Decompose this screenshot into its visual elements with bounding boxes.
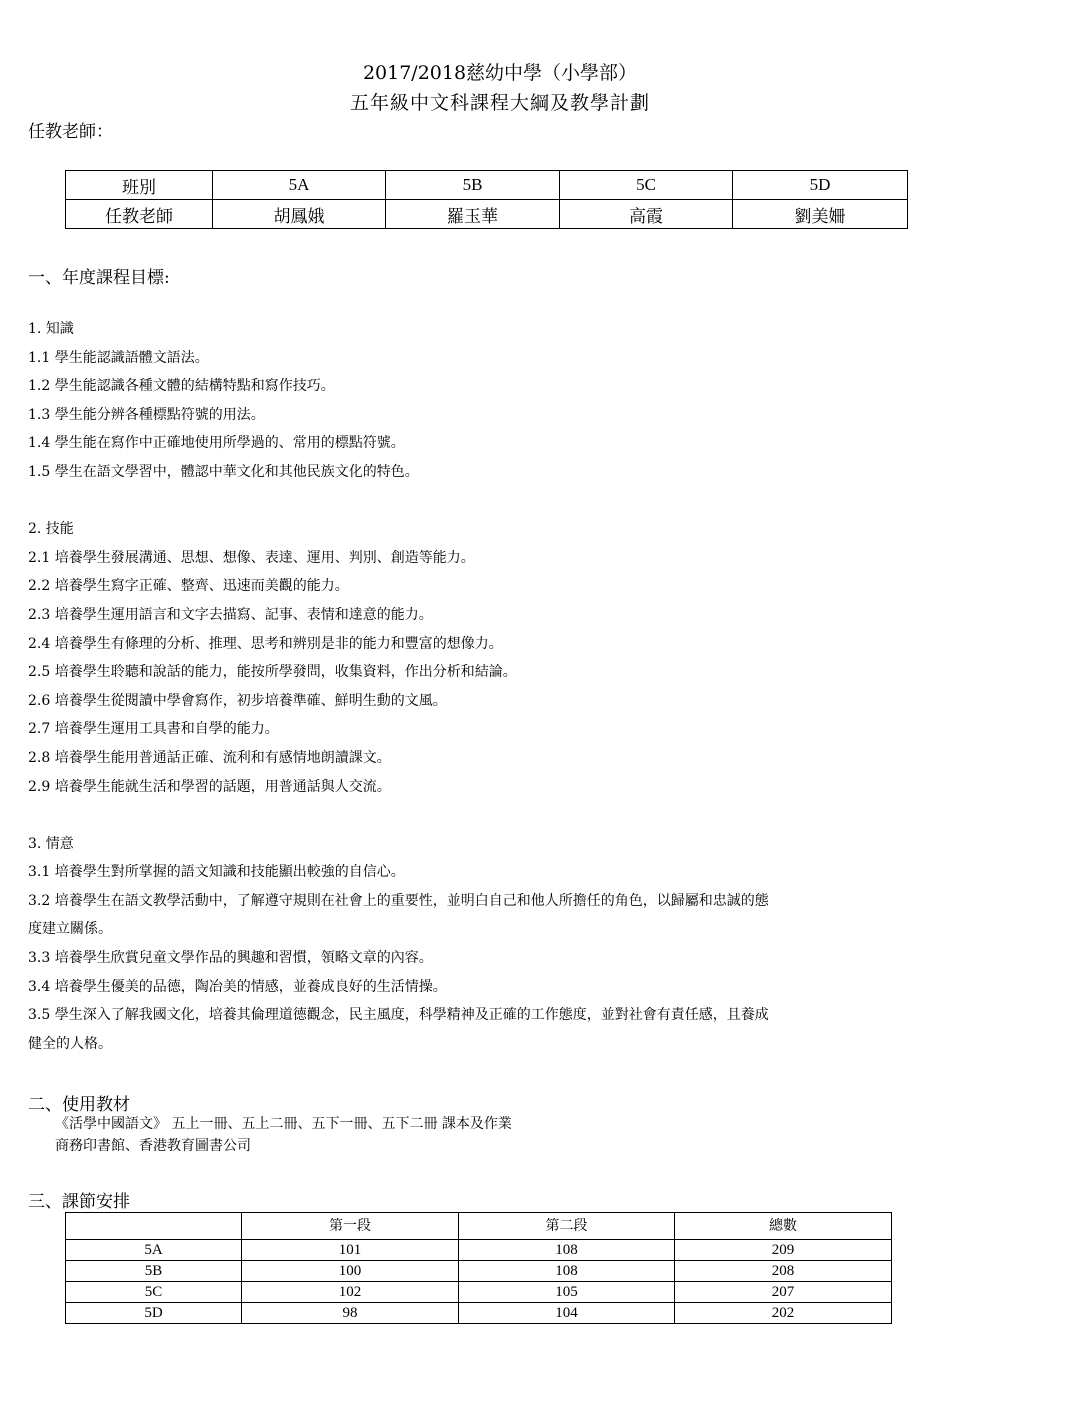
table-cell: 100 xyxy=(242,1261,459,1282)
table-cell: 104 xyxy=(459,1303,675,1324)
objective-item: 1.3 學生能分辨各種標點符號的用法。 xyxy=(28,406,265,423)
periods-header-cell: 第二段 xyxy=(459,1213,675,1240)
objective-item: 健全的人格。 xyxy=(28,1035,112,1052)
objective-item: 1.1 學生能認識語體文語法。 xyxy=(28,349,209,366)
table-cell: 207 xyxy=(675,1282,892,1303)
class-cell: 5B xyxy=(386,171,560,200)
periods-header-cell: 第一段 xyxy=(242,1213,459,1240)
teacher-cell: 高霞 xyxy=(560,200,733,229)
table-row xyxy=(66,1282,892,1303)
objective-group-title: 3. 情意 xyxy=(28,835,74,852)
objective-item: 2.5 培養學生聆聽和說話的能力，能按所學發問，收集資料，作出分析和結論。 xyxy=(28,664,517,681)
objectives-list xyxy=(28,315,968,1058)
objective-item: 2.4 培養學生有條理的分析、推理、思考和辨別是非的能力和豐富的想像力。 xyxy=(28,635,503,652)
periods-header-cell xyxy=(66,1213,242,1240)
table-cell: 209 xyxy=(675,1240,892,1261)
objective-item: 2.3 培養學生運用語言和文字去描寫、記事、表情和達意的能力。 xyxy=(28,606,433,623)
objective-item: 1.2 學生能認識各種文體的結構特點和寫作技巧。 xyxy=(28,378,335,395)
table-cell: 102 xyxy=(242,1282,459,1303)
materials-textbook: 《活學中國語文》 五上一冊、五上二冊、五下一冊、五下二冊 課本及作業 xyxy=(55,1116,512,1132)
teacher-label: 任教老師： xyxy=(28,122,113,142)
table-row xyxy=(66,1261,892,1282)
table-cell: 101 xyxy=(242,1240,459,1261)
table-cell: 202 xyxy=(675,1303,892,1324)
periods-table xyxy=(65,1212,892,1324)
objective-group-title: 2. 技能 xyxy=(28,521,74,538)
class-row xyxy=(66,171,908,200)
document-title: 2017/2018慈幼中學（小學部） xyxy=(362,62,638,84)
objective-item: 3.1 培養學生對所掌握的語文知識和技能顯出較強的自信心。 xyxy=(28,864,405,881)
objective-item: 2.7 培養學生運用工具書和自學的能力。 xyxy=(28,721,279,738)
document-subtitle: 五年級中文科課程大綱及教學計劃 xyxy=(349,92,650,114)
objective-item: 2.8 培養學生能用普通話正確、流利和有感情地朗讀課文。 xyxy=(28,749,391,766)
periods-header-row xyxy=(66,1213,892,1240)
table-cell: 105 xyxy=(459,1282,675,1303)
table-cell: 108 xyxy=(459,1240,675,1261)
table-row xyxy=(66,1240,892,1261)
objective-item: 度建立關係。 xyxy=(28,921,112,938)
objective-item: 3.3 培養學生欣賞兒童文學作品的興趣和習慣，領略文章的內容。 xyxy=(28,950,433,967)
objective-item: 1.5 學生在語文學習中，體認中華文化和其他民族文化的特色。 xyxy=(28,463,419,480)
class-cell: 5A xyxy=(213,171,386,200)
objective-item: 3.5 學生深入了解我國文化，培養其倫理道德觀念，民主風度，科學精神及正確的工作態度，並對社會有責任感，且養成 xyxy=(28,1007,769,1024)
teacher-cell: 羅玉華 xyxy=(386,200,560,229)
class-cell: 5C xyxy=(560,171,733,200)
objective-group-title: 1. 知識 xyxy=(28,321,74,337)
table-cell: 5B xyxy=(66,1261,242,1282)
table-cell: 5C xyxy=(66,1282,242,1303)
table-cell: 98 xyxy=(242,1303,459,1324)
objective-item: 2.6 培養學生從閱讀中學會寫作，初步培養準確、鮮明生動的文風。 xyxy=(28,692,447,709)
teachers-table xyxy=(65,170,908,229)
section-heading-periods: 三、課節安排 xyxy=(28,1192,130,1212)
section-heading-materials: 二、使用教材 xyxy=(28,1095,130,1115)
objective-item: 1.4 學生能在寫作中正確地使用所學過的、常用的標點符號。 xyxy=(28,435,405,452)
materials-block xyxy=(55,1113,512,1157)
objective-item: 3.4 培養學生優美的品德，陶冶美的情感，並養成良好的生活情操。 xyxy=(28,978,447,995)
table-cell: 5A xyxy=(66,1240,242,1261)
teacher-cell: 胡鳳娥 xyxy=(213,200,386,229)
class-header-cell: 班別 xyxy=(66,171,213,200)
table-cell: 108 xyxy=(459,1261,675,1282)
teacher-cell: 劉美姍 xyxy=(733,200,908,229)
table-cell: 208 xyxy=(675,1261,892,1282)
materials-publishers: 商務印書館、香港教育圖書公司 xyxy=(55,1138,251,1154)
section-heading-objectives: 一、年度課程目標: xyxy=(28,268,170,288)
objective-item: 2.9 培養學生能就生活和學習的話題，用普通話與人交流。 xyxy=(28,778,391,795)
teacher-header-cell: 任教老師 xyxy=(66,200,213,229)
table-row xyxy=(66,1303,892,1324)
objective-item: 3.2 培養學生在語文教學活動中，了解遵守規則在社會上的重要性，並明白自己和他人所擔任的角色，以歸屬和忠誠的態 xyxy=(28,892,769,909)
teacher-row xyxy=(66,200,908,229)
objective-item: 2.2 培養學生寫字正確、整齊、迅速而美觀的能力。 xyxy=(28,578,349,595)
objective-item: 2.1 培養學生發展溝通、思想、想像、表達、運用、判別、創造等能力。 xyxy=(28,549,475,566)
class-cell: 5D xyxy=(733,171,908,200)
table-cell: 5D xyxy=(66,1303,242,1324)
periods-header-cell: 總數 xyxy=(675,1213,892,1240)
